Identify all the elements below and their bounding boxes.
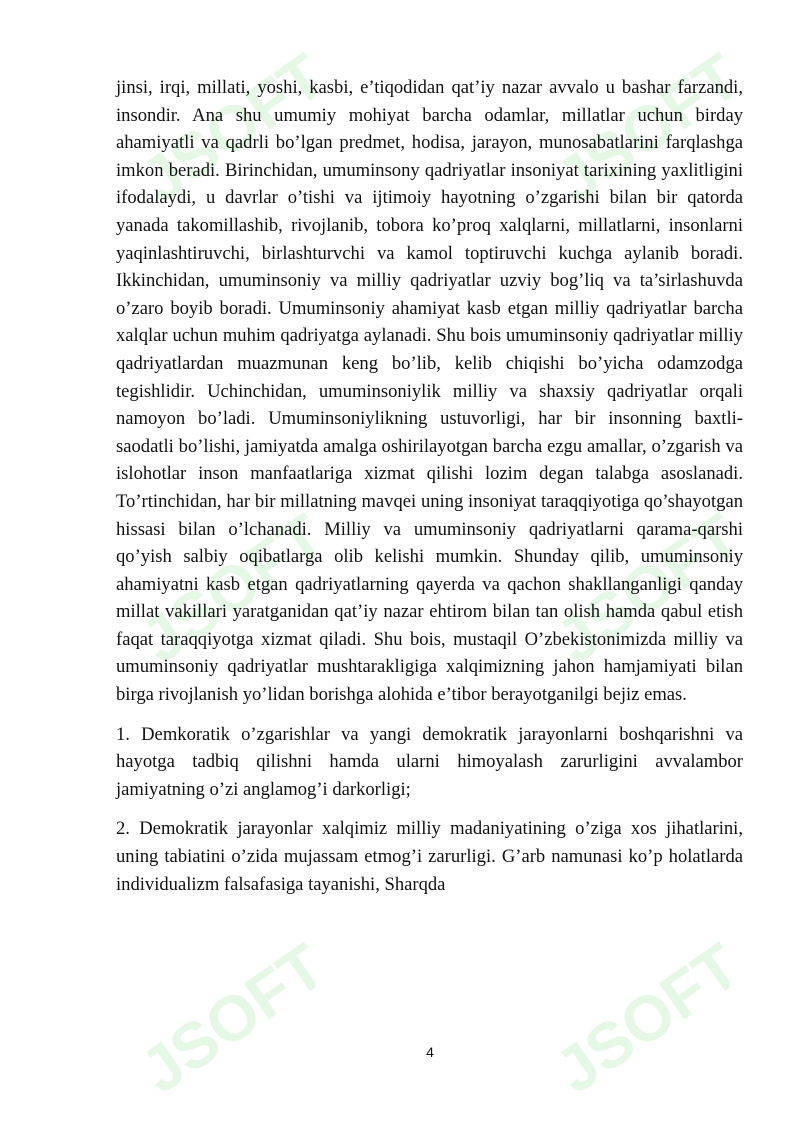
watermark-logo-bottom-right <box>520 900 730 1100</box>
svg-text:JSOFT: JSOFT <box>127 929 315 1100</box>
svg-text:JSOFT: JSOFT <box>542 39 730 210</box>
page-number: 4 <box>426 1044 434 1060</box>
watermark-logo-icon <box>105 900 315 1100</box>
list-item-1: 1. Demkoratik o’zgarishlar va yangi demokratik jarayonlarni boshqarishni va hayotga tadbiq qilishni hamda ularni himoyalash zarurligini avvalambor jamiyatning o’zi anglamog’i darkorligi; <box>116 723 743 800</box>
watermark-logo-icon <box>520 900 730 1100</box>
document-body <box>116 74 743 910</box>
watermark-logo-bottom-left <box>105 900 315 1100</box>
svg-text:JSOFT: JSOFT <box>127 499 315 670</box>
svg-text:JSOFT: JSOFT <box>542 929 730 1100</box>
list-item-2: 2. Demokratik jarayonlar xalqimiz milliy madaniyatining o’ziga xos jihatlarini, uning tabiatini o’zida mujassam etmog’i zarurligi. G’arb namunasi ko’p holatlarda individualizm falsafasiga tayanishi, Sharqda <box>116 818 743 895</box>
svg-text:JSOFT: JSOFT <box>542 499 730 670</box>
svg-text:JSOFT: JSOFT <box>127 39 315 210</box>
body-paragraph: jinsi, irqi, millati, yoshi, kasbi, e’tiqodidan qat’iy nazar avvalo u bashar farzandi, insondir. Ana shu umumiy mohiyat barcha odamlar, millatlar uchun birday ahamiyatli va qadrli bo’lgan predmet, hodisa, jarayon, munosabatlarini farqlashga imkon beradi. Birinchidan, umuminsony qadriyatlar insoniyat tarixining yaxlitligini ifodalaydi, u davrlar o’tishi va ijtimoiy hayotning o’zgarishi bilan bir qatorda yanada takomillashib, rivojlanib, tobora ko’proq xalqlarni, millatlarni, insonlarni yaqinlashtiruvchi, birlashturvchi va kamol toptiruvchi kuchga aylanib boradi. Ikkinchidan, umuminsoniy va milliy qadriyatlar uzviy bog’liq va ta’sirlashuvda o’zaro boyib boradi. Umuminsoniy ahamiyat kasb etgan milliy qadriyatlar barcha xalqlar uchun muhim qadriyatga aylanadi. Shu bois umuminsoniy qadriyatlar milliy qadriyatlardan muazmunan keng bo’lib, kelib chiqishi bo’yicha odamzodga tegishlidir. Uchinchidan, umuminsoniylik milliy va shaxsiy qadriyatlar orqali namoyon bo’ladi. Umuminsoniylikning ustuvorligi, har bir insonning baxtli-saodatli bo’lishi, jamiyatda amalga oshirilayotgan barcha ezgu amallar, o’zgarish va islohotlar inson manfaatlariga xizmat qilishi lozim degan talabga asoslanadi. To’rtinchidan, har bir millatning mavqei uning insoniyat taraqqiyotiga qo’shayotgan hissasi bilan o’lchanadi. Milliy va umuminsoniy qadriyatlarni qarama-qarshi qo’yish salbiy oqibatlarga olib kelishi mumkin. Shunday qilib, umuminsoniy ahamiyatni kasb etgan qadriyatlarning qayerda va qachon shakllanganligi qanday millat vakillari yaratganidan qat’iy nazar ehtirom bilan tan olish hamda qabul etish faqat taraqqiyotga xizmat qiladi. Shu bois, mustaqil O’zbekistonimizda milliy va umuminsoniy qadriyatlar mushtarakligiga xalqimizning jahon hamjamiyati bilan birga rivojlanish yo’lidan borishga alohida e’tibor berayotganilgi bejiz emas. <box>116 77 743 706</box>
